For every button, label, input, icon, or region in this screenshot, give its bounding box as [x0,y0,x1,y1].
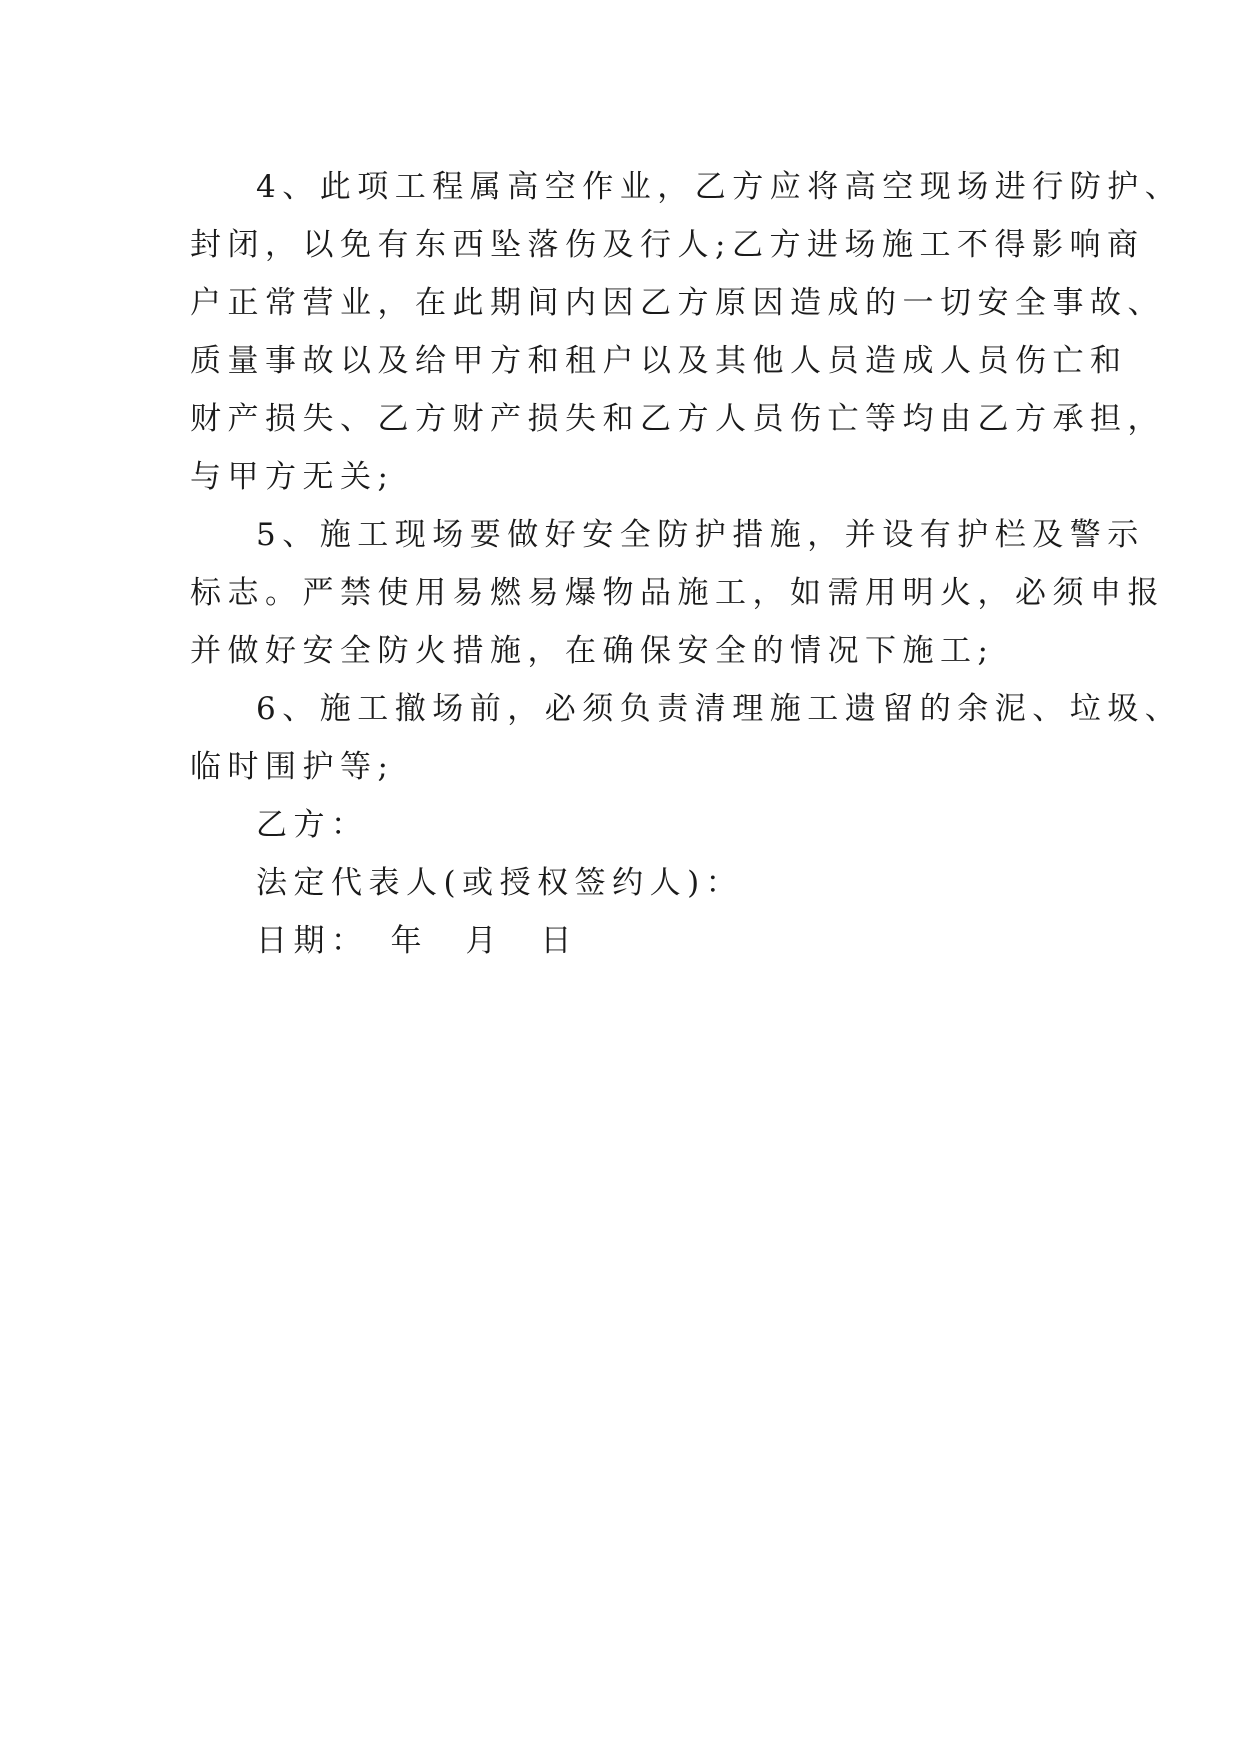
clause-5-line-2: 标志。严禁使用易燃易爆物品施工，如需用明火，必须申报 [190,575,1165,611]
clause-4-line-5: 财产损失、乙方财产损失和乙方人员伤亡等均由乙方承担， [190,401,1165,437]
clause-5-line-3: 并做好安全防火措施，在确保安全的情况下施工; [190,633,995,669]
clause-6-line-1: 6、施工撤场前，必须负责清理施工遗留的余泥、垃圾、 [256,691,1183,727]
legal-representative-label: 法定代表人(或授权签约人)： [256,865,744,901]
date-label: 日期： 年 月 日 [256,923,578,959]
clause-4-line-2: 封闭，以免有东西坠落伤及行人;乙方进场施工不得影响商 [190,227,1145,263]
document-body [190,158,1183,970]
party-b-label: 乙方： [256,807,369,843]
clause-4-line-1: 4、此项工程属高空作业，乙方应将高空现场进行防护、 [256,169,1183,205]
clause-5-line-1: 5、施工现场要做好安全防护措施，并设有护栏及警示 [256,517,1145,553]
clause-4-line-4: 质量事故以及给甲方和租户以及其他人员造成人员伤亡和 [190,343,1128,379]
clause-6-line-2: 临时围护等; [190,749,395,785]
clause-4-line-6: 与甲方无关; [190,459,395,495]
clause-4-line-3: 户正常营业，在此期间内因乙方原因造成的一切安全事故、 [190,285,1165,321]
